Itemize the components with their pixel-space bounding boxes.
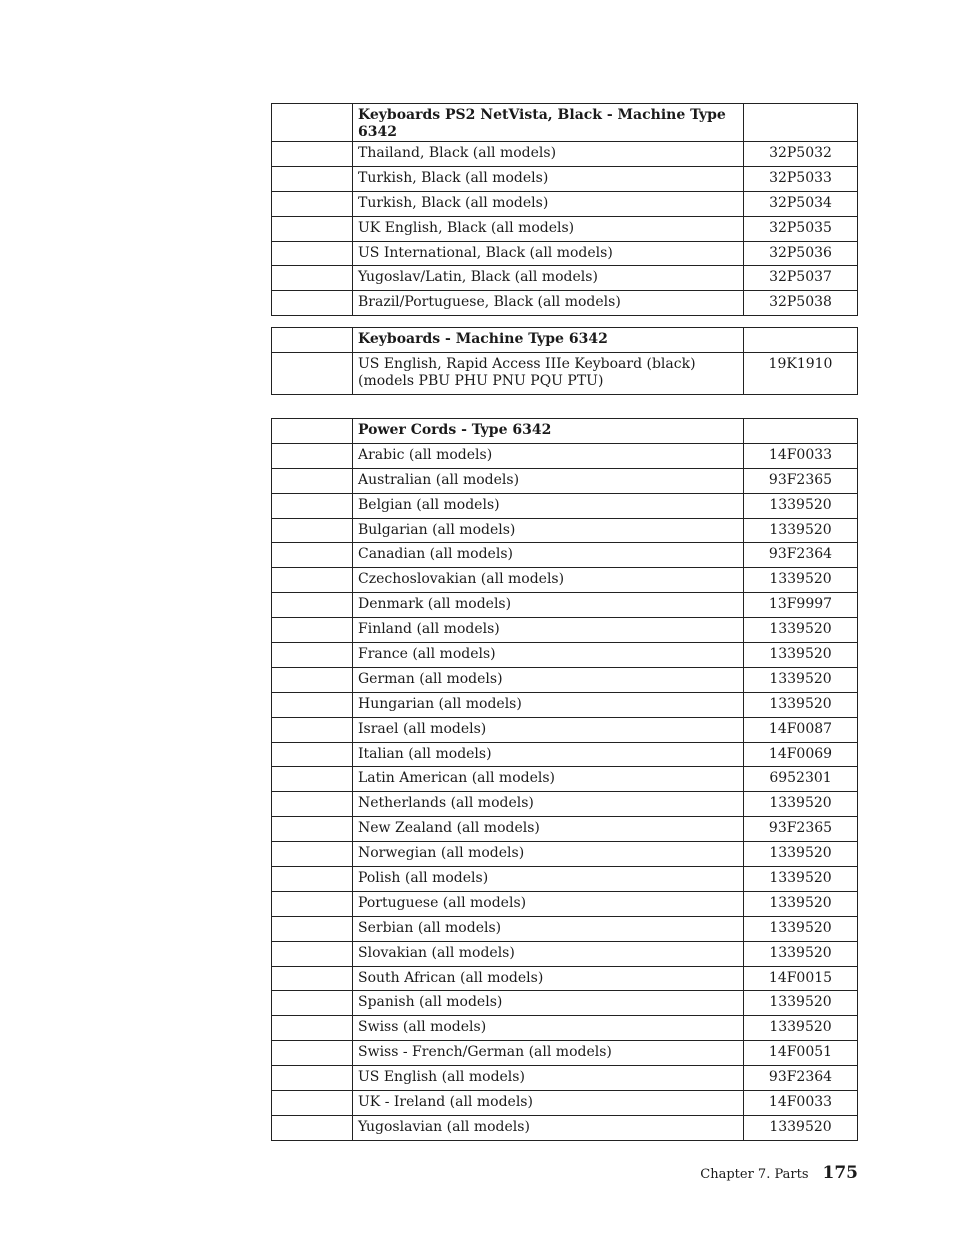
description-cell: Italian (all models) <box>353 742 744 767</box>
table-row <box>272 667 858 692</box>
table-row <box>272 966 858 991</box>
part-number-cell: 1339520 <box>744 618 858 643</box>
table-row <box>272 191 858 216</box>
part-number-cell: 6952301 <box>744 767 858 792</box>
table-row <box>272 443 858 468</box>
table-heading: Keyboards - Machine Type 6342 <box>353 328 744 353</box>
table-row <box>272 842 858 867</box>
table-row <box>272 692 858 717</box>
description-cell: Yugoslavian (all models) <box>353 1115 744 1140</box>
table-row <box>272 352 858 394</box>
part-number-cell: 32P5034 <box>744 191 858 216</box>
part-number-cell: 93F2365 <box>744 817 858 842</box>
table-row <box>272 1091 858 1116</box>
description-cell: Yugoslav/Latin, Black (all models) <box>353 266 744 291</box>
description-cell: Turkish, Black (all models) <box>353 166 744 191</box>
table-row <box>272 792 858 817</box>
table-row <box>272 916 858 941</box>
part-number-cell: 32P5036 <box>744 241 858 266</box>
part-number-cell: 13F9997 <box>744 593 858 618</box>
description-cell: South African (all models) <box>353 966 744 991</box>
part-number-cell: 32P5033 <box>744 166 858 191</box>
part-number-cell: 14F0087 <box>744 717 858 742</box>
part-number-cell: 1339520 <box>744 518 858 543</box>
power-cords-table <box>271 418 858 1141</box>
table-row <box>272 493 858 518</box>
description-cell: Latin American (all models) <box>353 767 744 792</box>
description-cell: Serbian (all models) <box>353 916 744 941</box>
description-cell: Polish (all models) <box>353 867 744 892</box>
part-number-cell: 1339520 <box>744 692 858 717</box>
index-cell <box>272 767 353 792</box>
index-cell <box>272 966 353 991</box>
description-cell: Thailand, Black (all models) <box>353 142 744 167</box>
index-cell <box>272 291 353 316</box>
description-cell: Hungarian (all models) <box>353 692 744 717</box>
table-row <box>272 593 858 618</box>
part-number-cell: 1339520 <box>744 891 858 916</box>
index-cell <box>272 792 353 817</box>
part-number-cell: 32P5035 <box>744 216 858 241</box>
index-cell <box>272 328 353 353</box>
table-row <box>272 941 858 966</box>
part-number-cell: 93F2364 <box>744 1066 858 1091</box>
part-number-cell <box>744 104 858 142</box>
index-cell <box>272 1066 353 1091</box>
description-cell: Netherlands (all models) <box>353 792 744 817</box>
table-row <box>272 543 858 568</box>
part-number-cell: 19K1910 <box>744 352 858 394</box>
table-row <box>272 1041 858 1066</box>
table-row <box>272 291 858 316</box>
index-cell <box>272 518 353 543</box>
description-cell: Norwegian (all models) <box>353 842 744 867</box>
index-cell <box>272 991 353 1016</box>
table-header-row <box>272 328 858 353</box>
index-cell <box>272 419 353 444</box>
part-number-cell: 32P5038 <box>744 291 858 316</box>
index-cell <box>272 916 353 941</box>
description-cell: German (all models) <box>353 667 744 692</box>
table-row <box>272 568 858 593</box>
index-cell <box>272 742 353 767</box>
table-row <box>272 1115 858 1140</box>
part-number-cell <box>744 328 858 353</box>
description-cell: UK - Ireland (all models) <box>353 1091 744 1116</box>
table-header-row <box>272 419 858 444</box>
index-cell <box>272 867 353 892</box>
part-number-cell: 1339520 <box>744 842 858 867</box>
part-number-cell: 1339520 <box>744 1016 858 1041</box>
part-number-cell: 14F0051 <box>744 1041 858 1066</box>
description-cell: Brazil/Portuguese, Black (all models) <box>353 291 744 316</box>
description-cell: Spanish (all models) <box>353 991 744 1016</box>
table-row <box>272 991 858 1016</box>
index-cell <box>272 543 353 568</box>
index-cell <box>272 352 353 394</box>
description-cell: Turkish, Black (all models) <box>353 191 744 216</box>
part-number-cell: 32P5037 <box>744 266 858 291</box>
description-cell: Israel (all models) <box>353 717 744 742</box>
index-cell <box>272 1091 353 1116</box>
description-cell: Swiss (all models) <box>353 1016 744 1041</box>
keyboards-machine-type-table <box>271 327 858 395</box>
index-cell <box>272 191 353 216</box>
index-cell <box>272 443 353 468</box>
index-cell <box>272 216 353 241</box>
index-cell <box>272 941 353 966</box>
index-cell <box>272 817 353 842</box>
table-row <box>272 216 858 241</box>
table-row <box>272 767 858 792</box>
part-number-cell: 1339520 <box>744 867 858 892</box>
page-number: 175 <box>822 1163 858 1183</box>
index-cell <box>272 104 353 142</box>
part-number-cell: 14F0033 <box>744 1091 858 1116</box>
index-cell <box>272 891 353 916</box>
table-row <box>272 867 858 892</box>
table-row <box>272 817 858 842</box>
table-row <box>272 1016 858 1041</box>
part-number-cell: 93F2364 <box>744 543 858 568</box>
index-cell <box>272 717 353 742</box>
part-number-cell: 1339520 <box>744 941 858 966</box>
part-number-cell: 1339520 <box>744 667 858 692</box>
chapter-label: Chapter 7. Parts <box>700 1167 809 1182</box>
table-row <box>272 518 858 543</box>
description-cell: Swiss - French/German (all models) <box>353 1041 744 1066</box>
description-cell: Czechoslovakian (all models) <box>353 568 744 593</box>
table-header-row <box>272 104 858 142</box>
index-cell <box>272 667 353 692</box>
description-cell: Slovakian (all models) <box>353 941 744 966</box>
table-row <box>272 717 858 742</box>
part-number-cell: 14F0069 <box>744 742 858 767</box>
description-cell: France (all models) <box>353 643 744 668</box>
description-cell: Bulgarian (all models) <box>353 518 744 543</box>
part-number-cell: 1339520 <box>744 1115 858 1140</box>
table-row <box>272 618 858 643</box>
description-cell: New Zealand (all models) <box>353 817 744 842</box>
table-row <box>272 1066 858 1091</box>
index-cell <box>272 241 353 266</box>
index-cell <box>272 166 353 191</box>
part-number-cell: 1339520 <box>744 568 858 593</box>
description-cell: US English, Rapid Access IIIe Keyboard (black) (models PBU PHU PNU PQU PTU) <box>353 352 744 394</box>
page-footer <box>700 1163 858 1183</box>
part-number-cell: 1339520 <box>744 493 858 518</box>
index-cell <box>272 593 353 618</box>
part-number-cell: 93F2365 <box>744 468 858 493</box>
description-cell: Arabic (all models) <box>353 443 744 468</box>
table-heading: Power Cords - Type 6342 <box>353 419 744 444</box>
index-cell <box>272 643 353 668</box>
part-number-cell: 1339520 <box>744 792 858 817</box>
description-cell: US International, Black (all models) <box>353 241 744 266</box>
table-row <box>272 142 858 167</box>
description-cell: Finland (all models) <box>353 618 744 643</box>
part-number-cell <box>744 419 858 444</box>
table-row <box>272 241 858 266</box>
part-number-cell: 1339520 <box>744 991 858 1016</box>
table-row <box>272 742 858 767</box>
table-row <box>272 643 858 668</box>
index-cell <box>272 493 353 518</box>
index-cell <box>272 1041 353 1066</box>
table-row <box>272 266 858 291</box>
index-cell <box>272 618 353 643</box>
description-cell: Canadian (all models) <box>353 543 744 568</box>
index-cell <box>272 842 353 867</box>
description-cell: US English (all models) <box>353 1066 744 1091</box>
part-number-cell: 32P5032 <box>744 142 858 167</box>
table-row <box>272 166 858 191</box>
index-cell <box>272 142 353 167</box>
part-number-cell: 1339520 <box>744 916 858 941</box>
description-cell: Belgian (all models) <box>353 493 744 518</box>
index-cell <box>272 468 353 493</box>
part-number-cell: 14F0015 <box>744 966 858 991</box>
table-row <box>272 468 858 493</box>
index-cell <box>272 692 353 717</box>
index-cell <box>272 1016 353 1041</box>
description-cell: Denmark (all models) <box>353 593 744 618</box>
index-cell <box>272 266 353 291</box>
description-cell: Australian (all models) <box>353 468 744 493</box>
index-cell <box>272 568 353 593</box>
part-number-cell: 14F0033 <box>744 443 858 468</box>
part-number-cell: 1339520 <box>744 643 858 668</box>
description-cell: Portuguese (all models) <box>353 891 744 916</box>
description-cell: UK English, Black (all models) <box>353 216 744 241</box>
table-row <box>272 891 858 916</box>
index-cell <box>272 1115 353 1140</box>
keyboards-ps2-netvista-table <box>271 103 858 316</box>
table-heading: Keyboards PS2 NetVista, Black - Machine Type 6342 <box>353 104 744 142</box>
